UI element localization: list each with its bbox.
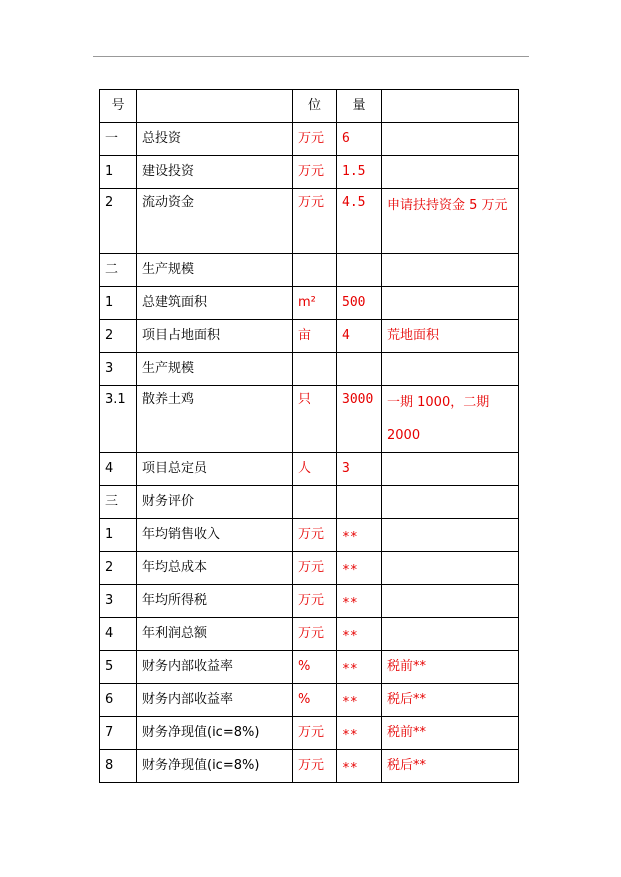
row-note [382, 552, 519, 585]
row-item-name: 总投资 [137, 123, 293, 156]
row-note [382, 519, 519, 552]
row-number: 三 [100, 486, 137, 519]
row-quantity [337, 684, 382, 717]
row-quantity [337, 750, 382, 783]
table-row [100, 287, 519, 320]
row-quantity [337, 254, 382, 287]
row-number: 6 [100, 684, 137, 717]
row-unit: 万元 [293, 585, 337, 618]
row-note [382, 453, 519, 486]
row-quantity: 3000 [337, 386, 382, 453]
row-item-name: 财务净现值(ic=8%) [137, 750, 293, 783]
table-row [100, 254, 519, 287]
row-unit [293, 353, 337, 386]
row-number: 8 [100, 750, 137, 783]
row-note [382, 585, 519, 618]
table-row [100, 353, 519, 386]
table-row [100, 750, 519, 783]
header-cell-number: 号 [100, 90, 137, 123]
row-unit: 万元 [293, 750, 337, 783]
row-item-name: 生产规模 [137, 353, 293, 386]
row-note: 税后** [382, 684, 519, 717]
row-note [382, 618, 519, 651]
table-row [100, 717, 519, 750]
row-note: 申请扶持资金 5 万元 [382, 189, 519, 254]
table-row [100, 123, 519, 156]
row-quantity: 4.5 [337, 189, 382, 254]
row-unit: 万元 [293, 519, 337, 552]
row-note: 税后** [382, 750, 519, 783]
row-note: 税前** [382, 651, 519, 684]
row-note [382, 353, 519, 386]
table-row [100, 651, 519, 684]
row-note [382, 486, 519, 519]
table-row [100, 189, 519, 254]
row-unit: 万元 [293, 123, 337, 156]
table-row [100, 486, 519, 519]
row-note: 税前** [382, 717, 519, 750]
row-unit: % [293, 651, 337, 684]
row-item-name: 总建筑面积 [137, 287, 293, 320]
table-row [100, 684, 519, 717]
row-number: 3 [100, 585, 137, 618]
row-quantity [337, 618, 382, 651]
row-quantity: 6 [337, 123, 382, 156]
row-number: 2 [100, 189, 137, 254]
row-note: 一期 1000，二期 2000 [382, 386, 519, 453]
row-quantity-value: ** [342, 695, 358, 710]
row-quantity [337, 651, 382, 684]
row-item-name: 流动资金 [137, 189, 293, 254]
row-item-name: 年均所得税 [137, 585, 293, 618]
row-quantity-value: ** [342, 596, 358, 611]
row-number: 4 [100, 618, 137, 651]
table-row [100, 386, 519, 453]
table-header-row [100, 90, 519, 123]
row-quantity-value: ** [342, 761, 358, 776]
row-item-name: 建设投资 [137, 156, 293, 189]
row-quantity-value: ** [342, 563, 358, 578]
table-row [100, 618, 519, 651]
row-unit: 万元 [293, 717, 337, 750]
project-summary-table [99, 89, 519, 783]
row-item-name: 项目总定员 [137, 453, 293, 486]
row-item-name: 年均销售收入 [137, 519, 293, 552]
table-row [100, 585, 519, 618]
table-row [100, 156, 519, 189]
row-quantity [337, 552, 382, 585]
row-note [382, 254, 519, 287]
row-number: 1 [100, 519, 137, 552]
row-unit: 万元 [293, 189, 337, 254]
row-item-name: 年均总成本 [137, 552, 293, 585]
row-item-name: 项目占地面积 [137, 320, 293, 353]
row-number: 1 [100, 156, 137, 189]
row-quantity: 1.5 [337, 156, 382, 189]
row-quantity-value: ** [342, 530, 358, 545]
row-unit: 人 [293, 453, 337, 486]
row-item-name: 财务内部收益率 [137, 651, 293, 684]
row-unit: m² [293, 287, 337, 320]
row-unit [293, 486, 337, 519]
row-unit: % [293, 684, 337, 717]
row-quantity: 500 [337, 287, 382, 320]
table-row [100, 519, 519, 552]
header-rule [93, 56, 529, 57]
row-number: 2 [100, 320, 137, 353]
row-quantity [337, 717, 382, 750]
row-number: 5 [100, 651, 137, 684]
row-note [382, 156, 519, 189]
row-note [382, 123, 519, 156]
row-unit [293, 254, 337, 287]
row-number: 3 [100, 353, 137, 386]
row-quantity-value: ** [342, 662, 358, 677]
row-number: 一 [100, 123, 137, 156]
row-quantity: 4 [337, 320, 382, 353]
row-item-name: 财务评价 [137, 486, 293, 519]
row-number: 2 [100, 552, 137, 585]
table-row [100, 453, 519, 486]
row-item-name: 年利润总额 [137, 618, 293, 651]
row-number: 二 [100, 254, 137, 287]
row-unit: 万元 [293, 552, 337, 585]
header-cell-note [382, 90, 519, 123]
row-number: 7 [100, 717, 137, 750]
row-quantity [337, 519, 382, 552]
row-item-name: 生产规模 [137, 254, 293, 287]
header-cell-name [137, 90, 293, 123]
row-number: 1 [100, 287, 137, 320]
table-row [100, 320, 519, 353]
row-unit: 万元 [293, 618, 337, 651]
row-unit: 只 [293, 386, 337, 453]
row-quantity: 3 [337, 453, 382, 486]
row-unit: 万元 [293, 156, 337, 189]
row-quantity-value: ** [342, 728, 358, 743]
row-unit: 亩 [293, 320, 337, 353]
row-number: 4 [100, 453, 137, 486]
row-item-name: 散养土鸡 [137, 386, 293, 453]
row-item-name: 财务内部收益率 [137, 684, 293, 717]
row-quantity [337, 585, 382, 618]
header-cell-unit: 位 [293, 90, 337, 123]
row-note [382, 287, 519, 320]
header-cell-quantity: 量 [337, 90, 382, 123]
row-item-name: 财务净现值(ic=8%) [137, 717, 293, 750]
row-number: 3.1 [100, 386, 137, 453]
row-note: 荒地面积 [382, 320, 519, 353]
row-quantity [337, 353, 382, 386]
row-quantity-value: ** [342, 629, 358, 644]
table-row [100, 552, 519, 585]
row-quantity [337, 486, 382, 519]
